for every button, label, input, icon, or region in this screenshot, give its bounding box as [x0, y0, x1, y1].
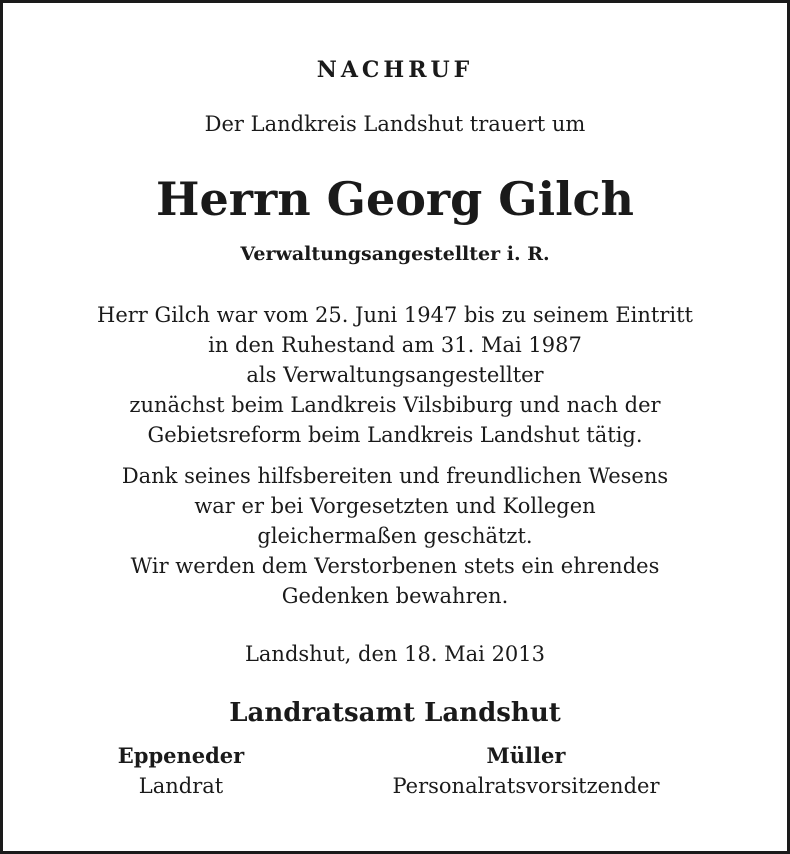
notice-heading: NACHRUF	[316, 57, 474, 83]
tribute-paragraph	[23, 461, 767, 611]
signatory-name: Müller	[486, 743, 566, 768]
paragraph-line: war er bei Vorgesetzten und Kollegen	[194, 494, 596, 518]
paragraph-line: Dank seines hilfsbereiten und freundlichen Wesens	[121, 464, 669, 488]
organization-name: Landratsamt Landshut	[229, 698, 561, 728]
intro-line: Der Landkreis Landshut trauert um	[204, 112, 586, 136]
paragraph-line: zunächst beim Landkreis Vilsbiburg und nach der	[129, 393, 661, 417]
dateline: Landshut, den 18. Mai 2013	[244, 642, 546, 666]
paragraph-line: Wir werden dem Verstorbenen stets ein ehrendes	[130, 554, 660, 578]
deceased-role: Verwaltungsangestellter i. R.	[240, 243, 550, 265]
paragraph-line: Gedenken bewahren.	[281, 584, 509, 608]
service-paragraph	[23, 300, 767, 450]
paragraph-line: gleichermaßen geschätzt.	[257, 524, 533, 548]
signatory-left	[81, 741, 281, 801]
paragraph-line: Gebietsreform beim Landkreis Landshut tätig.	[147, 423, 643, 447]
paragraph-line: Herr Gilch war vom 25. Juni 1947 bis zu seinem Eintritt	[97, 303, 693, 327]
paragraph-line: als Verwaltungsangestellter	[246, 363, 544, 387]
signatory-right	[351, 741, 701, 801]
paragraph-line: in den Ruhestand am 31. Mai 1987	[208, 333, 582, 357]
deceased-name: Herrn Georg Gilch	[156, 172, 634, 226]
signatory-title: Personalratsvorsitzender	[392, 774, 660, 798]
signatory-title: Landrat	[138, 774, 224, 798]
signatory-name: Eppeneder	[117, 743, 245, 768]
